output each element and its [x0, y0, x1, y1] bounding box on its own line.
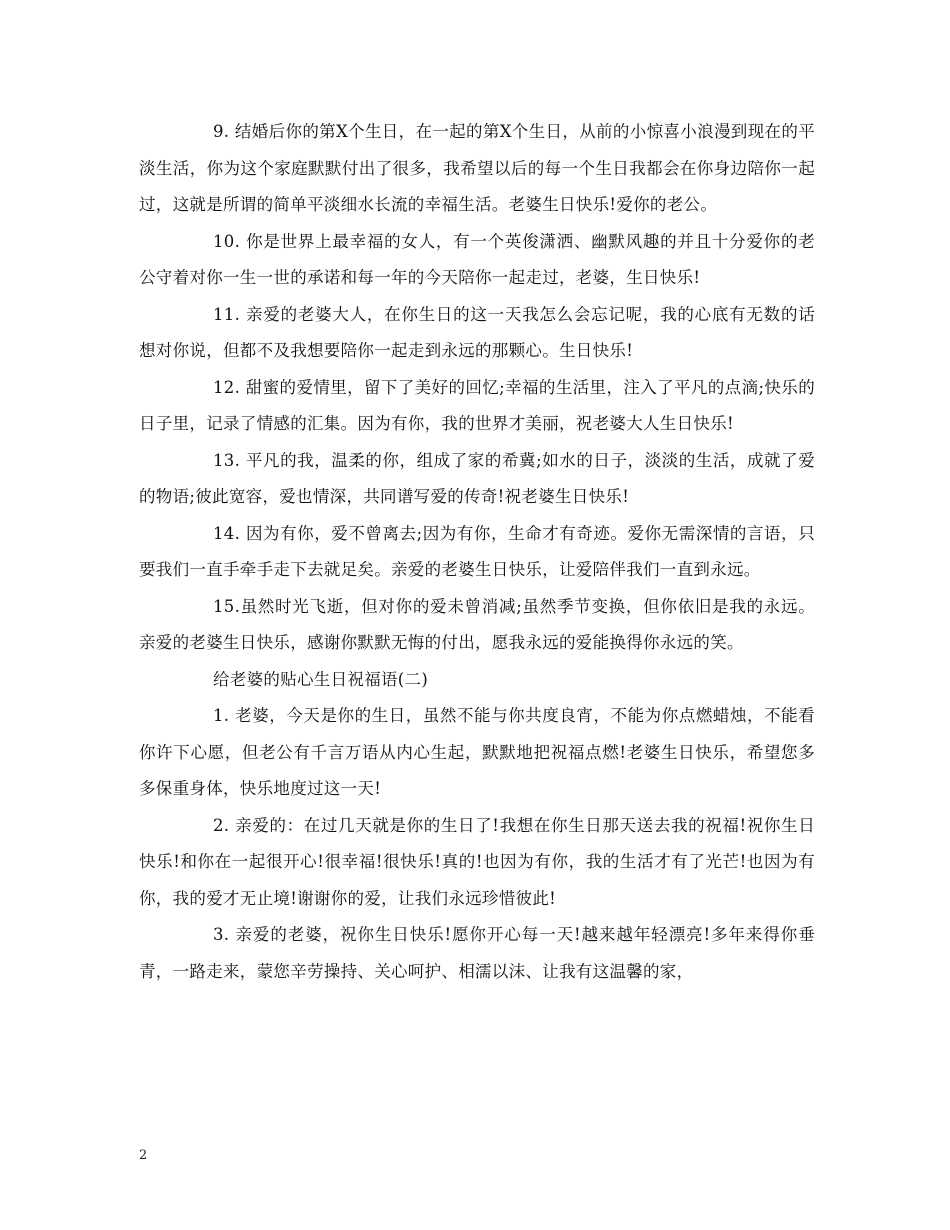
paragraph-9: 9. 结婚后你的第X个生日，在一起的第X个生日，从前的小惊喜小浪漫到现在的平淡生活，你为这个家庭默默付出了很多，我希望以后的每一个生日我都会在你身边陪你一起过，这就是所谓的简单平淡细水长流的幸福生活。老婆生日快乐!爱你的老公。	[139, 122, 815, 214]
paragraph-13: 13. 平凡的我，温柔的你，组成了家的希冀;如水的日子，淡淡的生活，成就了爱的物语;彼此宽容，爱也情深，共同谱写爱的传奇!祝老婆生日快乐!	[139, 450, 815, 506]
paragraph-10: 10. 你是世界上最幸福的女人，有一个英俊潇洒、幽默风趣的并且十分爱你的老公守着对你一生一世的承诺和每一年的今天陪你一起走过，老婆，生日快乐!	[139, 231, 815, 287]
paragraph-15: 15.虽然时光飞逝，但对你的爱未曾消减;虽然季节变换，但你依旧是我的永远。亲爱的老婆生日快乐，感谢你默默无悔的付出，愿我永远的爱能换得你永远的笑。	[139, 596, 815, 652]
paragraph-2-3: 3. 亲爱的老婆，祝你生日快乐!愿你开心每一天!越来越年轻漂亮!多年来得你垂青，一路走来，蒙您辛劳操持、关心呵护、相濡以沫、让我有这温馨的家，	[139, 925, 815, 981]
paragraph-2-2: 2. 亲爱的：在过几天就是你的生日了!我想在你生日那天送去我的祝福!祝你生日快乐!和你在一起很开心!很幸福!很快乐!真的!也因为有你，我的生活才有了光芒!也因为有你，我的爱才无止境!谢谢你的爱，让我们永远珍惜彼此!	[139, 815, 815, 908]
paragraph-11: 11. 亲爱的老婆大人，在你生日的这一天我怎么会忘记呢，我的心底有无数的话想对你说，但都不及我想要陪你一起走到永远的那颗心。生日快乐!	[139, 304, 815, 360]
paragraph-2-1: 1. 老婆，今天是你的生日，虽然不能与你共度良宵，不能为你点燃蜡烛，不能看你许下心愿，但老公有千言万语从内心生起，默默地把祝福点燃!老婆生日快乐，希望您多多保重身体，快乐地度过这一天!	[139, 706, 815, 798]
paragraph-12: 12. 甜蜜的爱情里，留下了美好的回忆;幸福的生活里，注入了平凡的点滴;快乐的日子里，记录了情感的汇集。因为有你，我的世界才美丽，祝老婆大人生日快乐!	[139, 377, 815, 433]
paragraph-14: 14. 因为有你，爱不曾离去;因为有你，生命才有奇迹。爱你无需深情的言语，只要我们一直手牵手走下去就足矣。亲爱的老婆生日快乐，让爱陪伴我们一直到永远。	[139, 523, 815, 579]
page-number: 2	[139, 1148, 148, 1163]
document-body	[139, 114, 815, 990]
section-heading: 给老婆的贴心生日祝福语(二)	[213, 669, 429, 689]
